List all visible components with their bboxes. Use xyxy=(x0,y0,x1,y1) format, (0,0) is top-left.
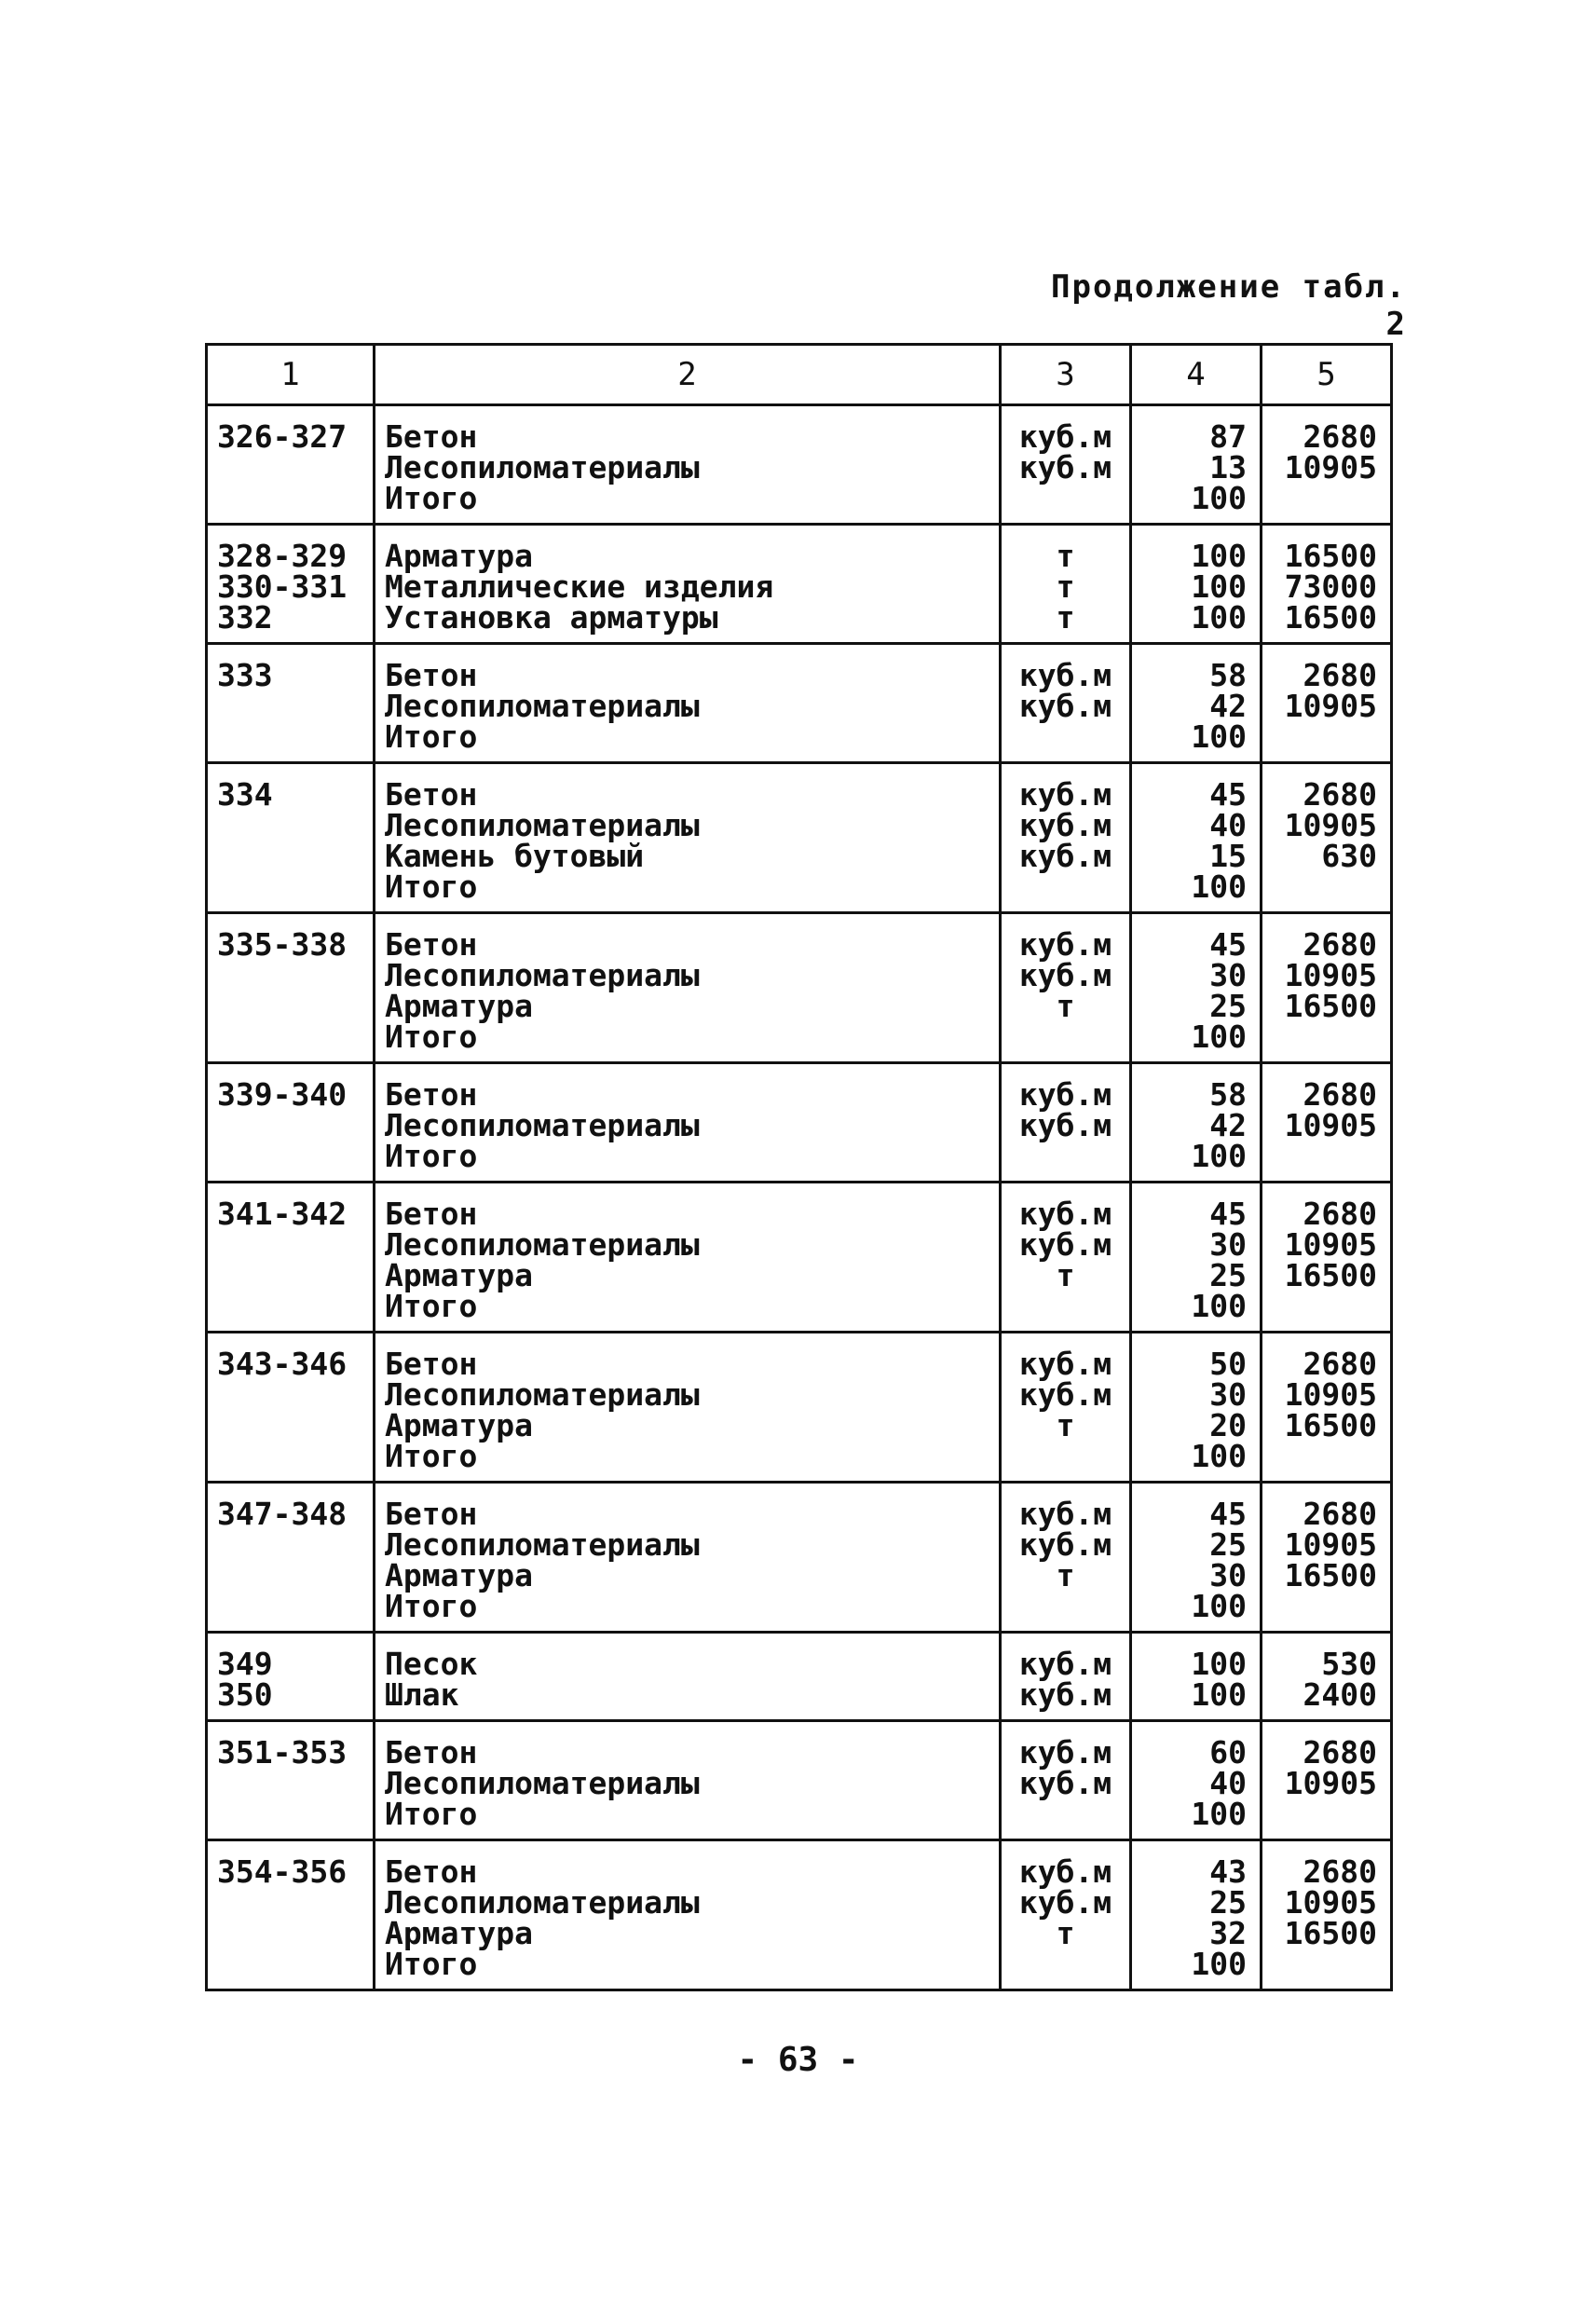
item-share: 58 xyxy=(1209,1076,1247,1113)
item-unit: куб.м xyxy=(1018,1196,1112,1232)
item-price: 530 xyxy=(1321,1646,1377,1682)
item-share: 30 xyxy=(1209,1226,1247,1263)
item-name-cell xyxy=(375,763,1001,913)
item-name: Бетон xyxy=(385,1853,478,1890)
item-unit: куб.м xyxy=(1018,1496,1112,1532)
item-unit: куб.м xyxy=(1018,807,1112,843)
item-price: 16500 xyxy=(1284,988,1377,1024)
item-price: 10905 xyxy=(1284,957,1377,993)
item-name-cell xyxy=(375,1183,1001,1333)
item-share: 40 xyxy=(1209,807,1247,843)
item-unit xyxy=(1002,1798,1129,1829)
item-price xyxy=(1262,1798,1377,1829)
item-price xyxy=(1262,1021,1377,1052)
item-unit xyxy=(1002,871,1129,902)
item-unit-cell xyxy=(1001,1840,1131,1990)
item-share: 100 xyxy=(1191,480,1247,516)
item-price xyxy=(1262,1949,1377,1979)
item-price: 10905 xyxy=(1284,1765,1377,1801)
item-share: 100 xyxy=(1191,599,1247,636)
item-name: Лесопиломатериалы xyxy=(385,807,700,843)
item-unit: куб.м xyxy=(1018,926,1112,963)
item-name: Лесопиломатериалы xyxy=(385,957,700,993)
item-price: 10905 xyxy=(1284,807,1377,843)
table-caption: Продолжение табл. 2 xyxy=(1051,268,1407,343)
item-price: 2680 xyxy=(1303,1496,1377,1532)
item-unit xyxy=(1002,1441,1129,1471)
item-name: Камень бутовый xyxy=(385,838,645,874)
item-unit: куб.м xyxy=(1018,1853,1112,1890)
item-price: 16500 xyxy=(1284,599,1377,636)
item-name: Лесопиломатериалы xyxy=(385,1107,700,1143)
item-share: 45 xyxy=(1209,926,1247,963)
item-name: Лесопиломатериалы xyxy=(385,449,700,485)
table-row xyxy=(207,644,1392,763)
item-name: Итого xyxy=(385,1288,478,1324)
row-code: 343-346 xyxy=(207,1333,375,1483)
item-unit-cell xyxy=(1001,1633,1131,1721)
row-code: 354-356 xyxy=(207,1840,375,1990)
row-code: 351-353 xyxy=(207,1721,375,1840)
item-name: Песок xyxy=(385,1646,478,1682)
item-share: 32 xyxy=(1209,1915,1247,1951)
item-price: 16500 xyxy=(1284,1915,1377,1951)
item-name: Бетон xyxy=(385,1196,478,1232)
item-price: 10905 xyxy=(1284,1226,1377,1263)
item-name: Бетон xyxy=(385,1346,478,1382)
item-price-cell xyxy=(1262,913,1392,1063)
item-unit: куб.м xyxy=(1018,1107,1112,1143)
item-price-cell xyxy=(1262,405,1392,525)
item-unit: куб.м xyxy=(1018,688,1112,724)
item-name: Арматура xyxy=(385,1557,533,1593)
item-price: 2680 xyxy=(1303,926,1377,963)
item-share-cell xyxy=(1131,525,1262,644)
item-unit: куб.м xyxy=(1018,1646,1112,1682)
item-price: 2680 xyxy=(1303,1076,1377,1113)
item-price: 16500 xyxy=(1284,1257,1377,1293)
item-price-cell xyxy=(1262,525,1392,644)
item-unit: куб.м xyxy=(1018,1526,1112,1563)
item-price: 2680 xyxy=(1303,418,1377,455)
table-row xyxy=(207,1063,1392,1183)
item-price: 2400 xyxy=(1303,1676,1377,1713)
item-share-cell xyxy=(1131,763,1262,913)
item-unit: куб.м xyxy=(1018,1884,1112,1921)
item-price-cell xyxy=(1262,1721,1392,1840)
item-share: 30 xyxy=(1209,1376,1247,1413)
item-share: 30 xyxy=(1209,957,1247,993)
row-code: 334 xyxy=(207,763,375,913)
item-name: Лесопиломатериалы xyxy=(385,1884,700,1921)
item-price-cell xyxy=(1262,1333,1392,1483)
item-unit: куб.м xyxy=(1018,1226,1112,1263)
item-share: 100 xyxy=(1191,1138,1247,1174)
item-name: Арматура xyxy=(385,1257,533,1293)
item-share-cell xyxy=(1131,405,1262,525)
item-unit: куб.м xyxy=(1018,776,1112,813)
item-name: Лесопиломатериалы xyxy=(385,1376,700,1413)
item-name: Итого xyxy=(385,480,478,516)
item-share: 100 xyxy=(1191,1019,1247,1055)
item-price: 16500 xyxy=(1284,538,1377,574)
item-unit-cell xyxy=(1001,1721,1131,1840)
item-share: 25 xyxy=(1209,988,1247,1024)
item-price: 10905 xyxy=(1284,1107,1377,1143)
item-name-cell xyxy=(375,1840,1001,1990)
row-code: 328-329 330-331 332 xyxy=(207,525,375,644)
item-price: 2680 xyxy=(1303,1853,1377,1890)
item-name: Лесопиломатериалы xyxy=(385,1526,700,1563)
item-name-cell xyxy=(375,913,1001,1063)
item-share-cell xyxy=(1131,644,1262,763)
column-header-2: 2 xyxy=(375,345,1001,405)
table-row xyxy=(207,1483,1392,1633)
item-unit xyxy=(1002,1021,1129,1052)
item-share-cell xyxy=(1131,1483,1262,1633)
item-unit-cell xyxy=(1001,525,1131,644)
item-share: 50 xyxy=(1209,1346,1247,1382)
item-share: 25 xyxy=(1209,1884,1247,1921)
item-unit xyxy=(1002,1949,1129,1979)
materials-table xyxy=(205,343,1393,1991)
item-share-cell xyxy=(1131,913,1262,1063)
row-code: 333 xyxy=(207,644,375,763)
item-price xyxy=(1262,483,1377,513)
item-price xyxy=(1262,871,1377,902)
item-name: Лесопиломатериалы xyxy=(385,1765,700,1801)
item-share: 87 xyxy=(1209,418,1247,455)
item-name-cell xyxy=(375,405,1001,525)
item-share: 20 xyxy=(1209,1407,1247,1443)
item-price-cell xyxy=(1262,1063,1392,1183)
item-share: 45 xyxy=(1209,1196,1247,1232)
item-unit: т xyxy=(1056,988,1075,1024)
item-share: 100 xyxy=(1191,718,1247,755)
item-share-cell xyxy=(1131,1721,1262,1840)
item-name: Итого xyxy=(385,868,478,905)
item-price: 2680 xyxy=(1303,657,1377,693)
item-share: 100 xyxy=(1191,1646,1247,1682)
item-unit: куб.м xyxy=(1018,1676,1112,1713)
item-price-cell xyxy=(1262,1840,1392,1990)
item-share: 42 xyxy=(1209,1107,1247,1143)
item-name: Бетон xyxy=(385,1496,478,1532)
item-price: 10905 xyxy=(1284,1884,1377,1921)
item-name: Бетон xyxy=(385,1734,478,1771)
item-price: 16500 xyxy=(1284,1407,1377,1443)
item-unit: куб.м xyxy=(1018,1376,1112,1413)
table-row xyxy=(207,1333,1392,1483)
item-share: 100 xyxy=(1191,1438,1247,1474)
item-share: 100 xyxy=(1191,1796,1247,1832)
item-share: 100 xyxy=(1191,1946,1247,1982)
item-name: Бетон xyxy=(385,926,478,963)
item-price: 10905 xyxy=(1284,1376,1377,1413)
item-unit-cell xyxy=(1001,1333,1131,1483)
item-share: 45 xyxy=(1209,1496,1247,1532)
item-price-cell xyxy=(1262,1183,1392,1333)
item-name-cell xyxy=(375,1483,1001,1633)
item-price: 2680 xyxy=(1303,776,1377,813)
row-code: 339-340 xyxy=(207,1063,375,1183)
item-price-cell xyxy=(1262,763,1392,913)
item-name-cell xyxy=(375,1063,1001,1183)
item-name: Итого xyxy=(385,718,478,755)
item-name: Арматура xyxy=(385,988,533,1024)
column-header-3: 3 xyxy=(1001,345,1131,405)
item-price: 2680 xyxy=(1303,1734,1377,1771)
item-price: 10905 xyxy=(1284,1526,1377,1563)
item-name: Шлак xyxy=(385,1676,459,1713)
row-code: 347-348 xyxy=(207,1483,375,1633)
table-row xyxy=(207,405,1392,525)
item-unit-cell xyxy=(1001,405,1131,525)
table-row xyxy=(207,1183,1392,1333)
item-unit-cell xyxy=(1001,644,1131,763)
item-name: Бетон xyxy=(385,418,478,455)
table-row xyxy=(207,1840,1392,1990)
item-name-cell xyxy=(375,1633,1001,1721)
item-unit: куб.м xyxy=(1018,657,1112,693)
item-unit: куб.м xyxy=(1018,957,1112,993)
row-code: 349 350 xyxy=(207,1633,375,1721)
item-unit: куб.м xyxy=(1018,449,1112,485)
table-row xyxy=(207,525,1392,644)
item-price xyxy=(1262,1291,1377,1321)
item-name: Лесопиломатериалы xyxy=(385,688,700,724)
item-name: Итого xyxy=(385,1019,478,1055)
item-name: Арматура xyxy=(385,1407,533,1443)
item-unit: т xyxy=(1056,1915,1075,1951)
item-unit: куб.м xyxy=(1018,838,1112,874)
item-share: 25 xyxy=(1209,1526,1247,1563)
item-price: 16500 xyxy=(1284,1557,1377,1593)
item-price-cell xyxy=(1262,1633,1392,1721)
item-unit-cell xyxy=(1001,763,1131,913)
table-row xyxy=(207,1633,1392,1721)
item-unit-cell xyxy=(1001,1063,1131,1183)
item-share: 13 xyxy=(1209,449,1247,485)
column-header-4: 4 xyxy=(1131,345,1262,405)
item-price xyxy=(1262,721,1377,752)
item-share-cell xyxy=(1131,1333,1262,1483)
item-share: 42 xyxy=(1209,688,1247,724)
item-share: 45 xyxy=(1209,776,1247,813)
item-name: Итого xyxy=(385,1438,478,1474)
item-share: 25 xyxy=(1209,1257,1247,1293)
item-unit: т xyxy=(1056,568,1075,605)
item-share-cell xyxy=(1131,1633,1262,1721)
item-unit xyxy=(1002,1591,1129,1621)
item-name: Итого xyxy=(385,1796,478,1832)
item-price xyxy=(1262,1591,1377,1621)
item-unit: куб.м xyxy=(1018,1076,1112,1113)
item-price xyxy=(1262,1441,1377,1471)
item-price: 2680 xyxy=(1303,1346,1377,1382)
item-price: 10905 xyxy=(1284,688,1377,724)
item-name-cell xyxy=(375,644,1001,763)
item-price: 2680 xyxy=(1303,1196,1377,1232)
item-name: Итого xyxy=(385,1588,478,1624)
item-name: Лесопиломатериалы xyxy=(385,1226,700,1263)
item-price: 73000 xyxy=(1284,568,1377,605)
item-price: 630 xyxy=(1321,838,1377,874)
item-share: 100 xyxy=(1191,868,1247,905)
item-unit: куб.м xyxy=(1018,418,1112,455)
table-row xyxy=(207,913,1392,1063)
item-share: 15 xyxy=(1209,838,1247,874)
row-code: 326-327 xyxy=(207,405,375,525)
item-name: Установка арматуры xyxy=(385,599,718,636)
item-price: 10905 xyxy=(1284,449,1377,485)
item-unit xyxy=(1002,721,1129,752)
item-name: Арматура xyxy=(385,1915,533,1951)
item-unit: куб.м xyxy=(1018,1734,1112,1771)
column-header-1: 1 xyxy=(207,345,375,405)
column-header-5: 5 xyxy=(1262,345,1392,405)
item-unit: т xyxy=(1056,1407,1075,1443)
item-share: 100 xyxy=(1191,1588,1247,1624)
item-share: 100 xyxy=(1191,538,1247,574)
item-unit: т xyxy=(1056,1257,1075,1293)
item-share: 30 xyxy=(1209,1557,1247,1593)
page-number: - 63 - xyxy=(737,2041,859,2079)
item-unit: т xyxy=(1056,538,1075,574)
item-share-cell xyxy=(1131,1183,1262,1333)
item-name: Арматура xyxy=(385,538,533,574)
item-unit xyxy=(1002,483,1129,513)
item-unit-cell xyxy=(1001,1183,1131,1333)
item-unit-cell xyxy=(1001,913,1131,1063)
item-unit: т xyxy=(1056,599,1075,636)
item-share: 43 xyxy=(1209,1853,1247,1890)
item-share: 58 xyxy=(1209,657,1247,693)
item-name-cell xyxy=(375,1721,1001,1840)
item-share: 100 xyxy=(1191,568,1247,605)
item-name: Бетон xyxy=(385,776,478,813)
row-code: 341-342 xyxy=(207,1183,375,1333)
item-name-cell xyxy=(375,1333,1001,1483)
item-name-cell xyxy=(375,525,1001,644)
item-name: Бетон xyxy=(385,657,478,693)
table-row xyxy=(207,763,1392,913)
table-body xyxy=(207,405,1392,1990)
item-share-cell xyxy=(1131,1063,1262,1183)
item-share: 100 xyxy=(1191,1676,1247,1713)
item-name: Итого xyxy=(385,1138,478,1174)
item-unit: куб.м xyxy=(1018,1346,1112,1382)
item-name: Металлические изделия xyxy=(385,568,774,605)
table-row xyxy=(207,1721,1392,1840)
item-share: 100 xyxy=(1191,1288,1247,1324)
item-unit: куб.м xyxy=(1018,1765,1112,1801)
item-name: Бетон xyxy=(385,1076,478,1113)
item-share: 40 xyxy=(1209,1765,1247,1801)
item-price xyxy=(1262,1141,1377,1171)
item-unit xyxy=(1002,1141,1129,1171)
item-price-cell xyxy=(1262,1483,1392,1633)
item-name: Итого xyxy=(385,1946,478,1982)
item-unit xyxy=(1002,1291,1129,1321)
table-header xyxy=(207,345,1392,405)
item-unit: т xyxy=(1056,1557,1075,1593)
item-unit-cell xyxy=(1001,1483,1131,1633)
item-price-cell xyxy=(1262,644,1392,763)
item-share: 60 xyxy=(1209,1734,1247,1771)
item-share-cell xyxy=(1131,1840,1262,1990)
row-code: 335-338 xyxy=(207,913,375,1063)
